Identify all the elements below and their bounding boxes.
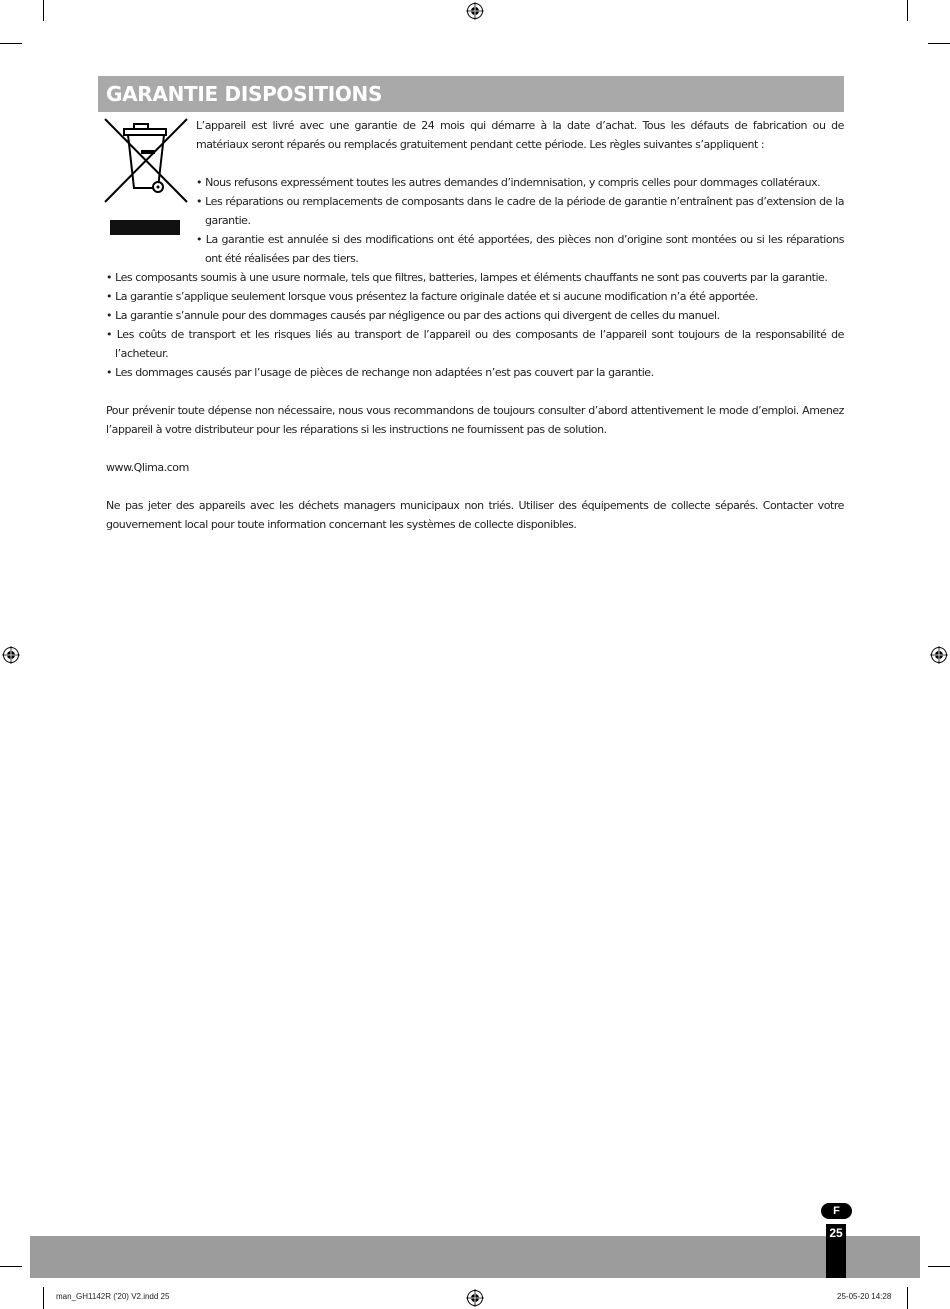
crop-mark <box>928 1266 950 1267</box>
list-item: • Les coûts de transport et les risques liés au transport de l’appareil ou des composants de l’appareil sont toujours de la responsabilité de l’acheteur. <box>106 328 844 360</box>
intro-paragraph: L’appareil est livré avec une garantie de 24 mois qui démarre à la date d’achat. Tous les défauts de fabrication ou de matériaux seront réparés ou remplacés gratuitement pendant cette période. Les règles suivantes s’appliquent : <box>196 119 844 151</box>
slug-date: 25-05-20 14:28 <box>837 1292 892 1301</box>
disposal-paragraph: Ne pas jeter des appareils avec les déchets managers municipaux non triés. Utiliser des équipements de collecte séparés. Contacter votre gouvernement local pour toute information concernant les systèmes de collecte disponibles. <box>106 499 844 531</box>
crop-mark <box>907 1287 908 1309</box>
footer-band <box>30 1236 920 1278</box>
advice-paragraph: Pour prévenir toute dépense non nécessaire, nous vous recommandons de toujours consulter d’abord attentivement le mode d’emploi. Amenez l’appareil à votre distributeur pour les réparations si les instructions ne fournissent pas de solution. <box>106 404 844 436</box>
language-tab: F <box>821 1203 852 1219</box>
crop-mark <box>43 0 44 21</box>
crop-mark <box>928 43 950 44</box>
registration-mark-icon <box>930 646 948 664</box>
registration-mark-icon <box>466 1289 484 1307</box>
list-item: • La garantie s’annule pour des dommages causés par négligence ou par des actions qui divergent de celles du manuel. <box>106 309 720 322</box>
list-item: • Les réparations ou remplacements de composants dans le cadre de la période de garantie n’entraînent pas d’extension de la garantie. <box>196 195 844 227</box>
list-item: • La garantie s’applique seulement lorsque vous présentez la facture originale datée et si aucune modification n’a été apportée. <box>106 290 758 303</box>
website-link[interactable]: www.Qlima.com <box>106 461 189 474</box>
list-item: • Nous refusons expressément toutes les autres demandes d’indemnisation, y compris celles pour dommages collatéraux. <box>196 176 821 189</box>
crop-mark <box>0 43 22 44</box>
list-item: • Les dommages causés par l’usage de pièces de rechange non adaptées n’est pas couvert par la garantie. <box>106 366 654 379</box>
slug-file: man_GH1142R ('20) V2.indd 25 <box>56 1292 170 1301</box>
crop-mark <box>907 0 908 21</box>
warranty-body <box>106 116 844 534</box>
section-title-bar <box>98 76 844 112</box>
page-number: 25 <box>826 1224 846 1278</box>
section-title: GARANTIE DISPOSITIONS <box>106 82 383 106</box>
registration-mark-icon <box>466 2 484 20</box>
crop-mark <box>43 1287 44 1309</box>
list-item: • Les composants soumis à une usure normale, tels que filtres, batteries, lampes et éléments chauffants ne sont pas couverts par la garantie. <box>106 271 828 284</box>
registration-mark-icon <box>2 646 20 664</box>
crop-mark <box>0 1266 22 1267</box>
list-item: • La garantie est annulée si des modifications ont été apportées, des pièces non d’origine sont montées ou si les réparations ont été réalisées par des tiers. <box>196 233 844 265</box>
